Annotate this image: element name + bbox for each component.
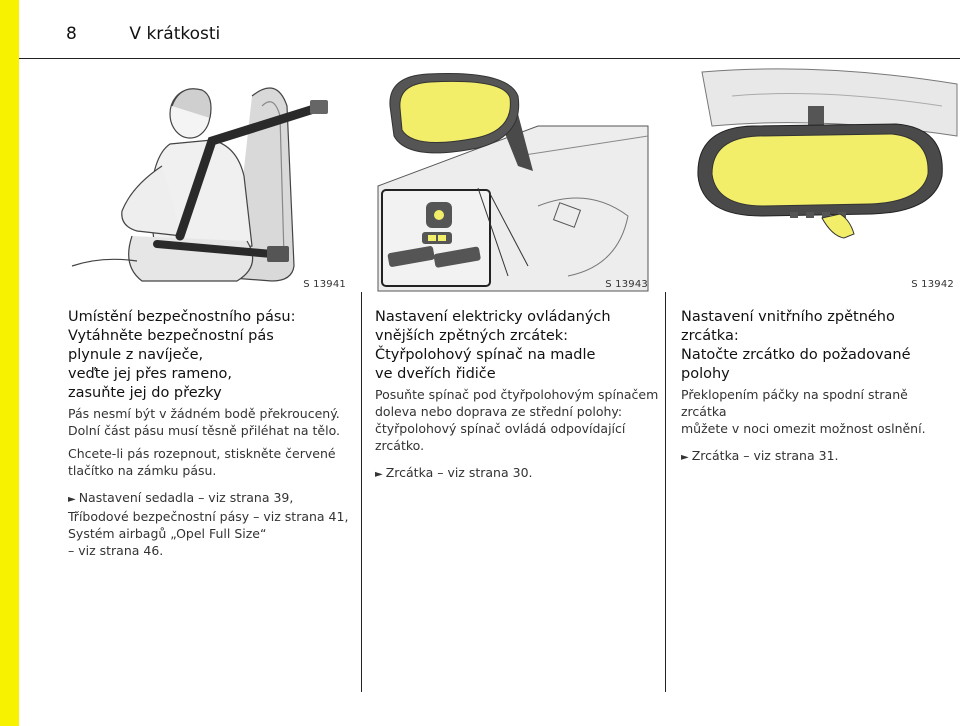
body-line: tlačítko na zámku pásu. [68, 463, 217, 478]
page-edge-tab [0, 0, 19, 726]
page-title: V krátkosti [129, 24, 221, 44]
heading-line: Vytáhněte bezpečnostní pás [68, 328, 274, 344]
arrow-icon: ► [681, 452, 689, 463]
body-text [375, 386, 660, 454]
seatbelt-drawing [62, 66, 352, 296]
cross-reference [68, 489, 353, 559]
arrow-icon: ► [375, 469, 383, 480]
cross-reference [681, 447, 956, 466]
seatbelt-section [68, 308, 353, 559]
body-line: Chcete-li pás rozepnout, stiskněte červené [68, 446, 336, 461]
page-header [66, 24, 220, 44]
column-divider [665, 292, 666, 692]
heading-line: plynule z navíječe, [68, 347, 204, 363]
arrow-icon: ► [68, 494, 76, 505]
heading-line: ve dveřích řidiče [375, 366, 496, 382]
figure-code: S 13942 [911, 279, 954, 290]
cross-reference [375, 464, 660, 483]
body-line: Překlopením páčky na spodní straně zrcátka [681, 387, 908, 419]
heading-line: Umístění bezpečnostního pásu: [68, 309, 296, 325]
section-heading [68, 308, 353, 403]
heading-line: Nastavení vnitřního zpětného [681, 309, 895, 325]
figure-code: S 13941 [303, 279, 346, 290]
exterior-mirror-section [375, 308, 660, 483]
header-rule [19, 58, 960, 59]
heading-line: Čtyřpolohový spínač na madle [375, 347, 596, 363]
body-text [68, 445, 353, 479]
ref-line: Zrcátka – viz strana 30. [385, 465, 533, 480]
ref-line: Zrcátka – viz strana 31. [691, 448, 839, 463]
heading-line: zasuňte jej do přezky [68, 385, 222, 401]
ref-line: Nastavení sedadla – viz strana 39, [78, 490, 294, 505]
body-text [68, 405, 353, 439]
interior-mirror-illustration [672, 66, 960, 296]
body-text [681, 386, 956, 437]
heading-line: veďte jej přes rameno, [68, 366, 233, 382]
body-line: můžete v noci omezit možnost oslnění. [681, 421, 926, 436]
heading-line: Nastavení elektricky ovládaných [375, 309, 611, 325]
heading-line: vnějších zpětných zrcátek: [375, 328, 569, 344]
body-line: doleva nebo doprava ze střední polohy: [375, 404, 623, 419]
seatbelt-illustration [62, 66, 352, 296]
body-line: Posuňte spínač pod čtyřpolohovým spínačem [375, 387, 659, 402]
ref-line: Systém airbagů „Opel Full Size“ [68, 526, 267, 541]
section-heading [681, 308, 956, 384]
interior-mirror-drawing [672, 66, 960, 296]
interior-mirror-section [681, 308, 956, 466]
heading-line: zrcátka: [681, 328, 739, 344]
body-line: čtyřpolohový spínač ovládá odpovídající [375, 421, 626, 436]
figure-code: S 13943 [605, 279, 648, 290]
heading-line: polohy [681, 366, 730, 382]
body-line: Dolní část pásu musí těsně přiléhat na tělo. [68, 423, 340, 438]
exterior-mirror-drawing [368, 66, 654, 296]
heading-line: Natočte zrcátko do požadované [681, 347, 911, 363]
body-line: Pás nesmí být v žádném bodě překroucený. [68, 406, 340, 421]
ref-line: – viz strana 46. [68, 543, 164, 558]
section-heading [375, 308, 660, 384]
page-number: 8 [66, 24, 77, 44]
exterior-mirror-illustration [368, 66, 654, 296]
ref-line: Tříbodové bezpečnostní pásy – viz strana 41, [68, 509, 349, 524]
body-line: zrcátko. [375, 438, 425, 453]
column-divider [361, 292, 362, 692]
